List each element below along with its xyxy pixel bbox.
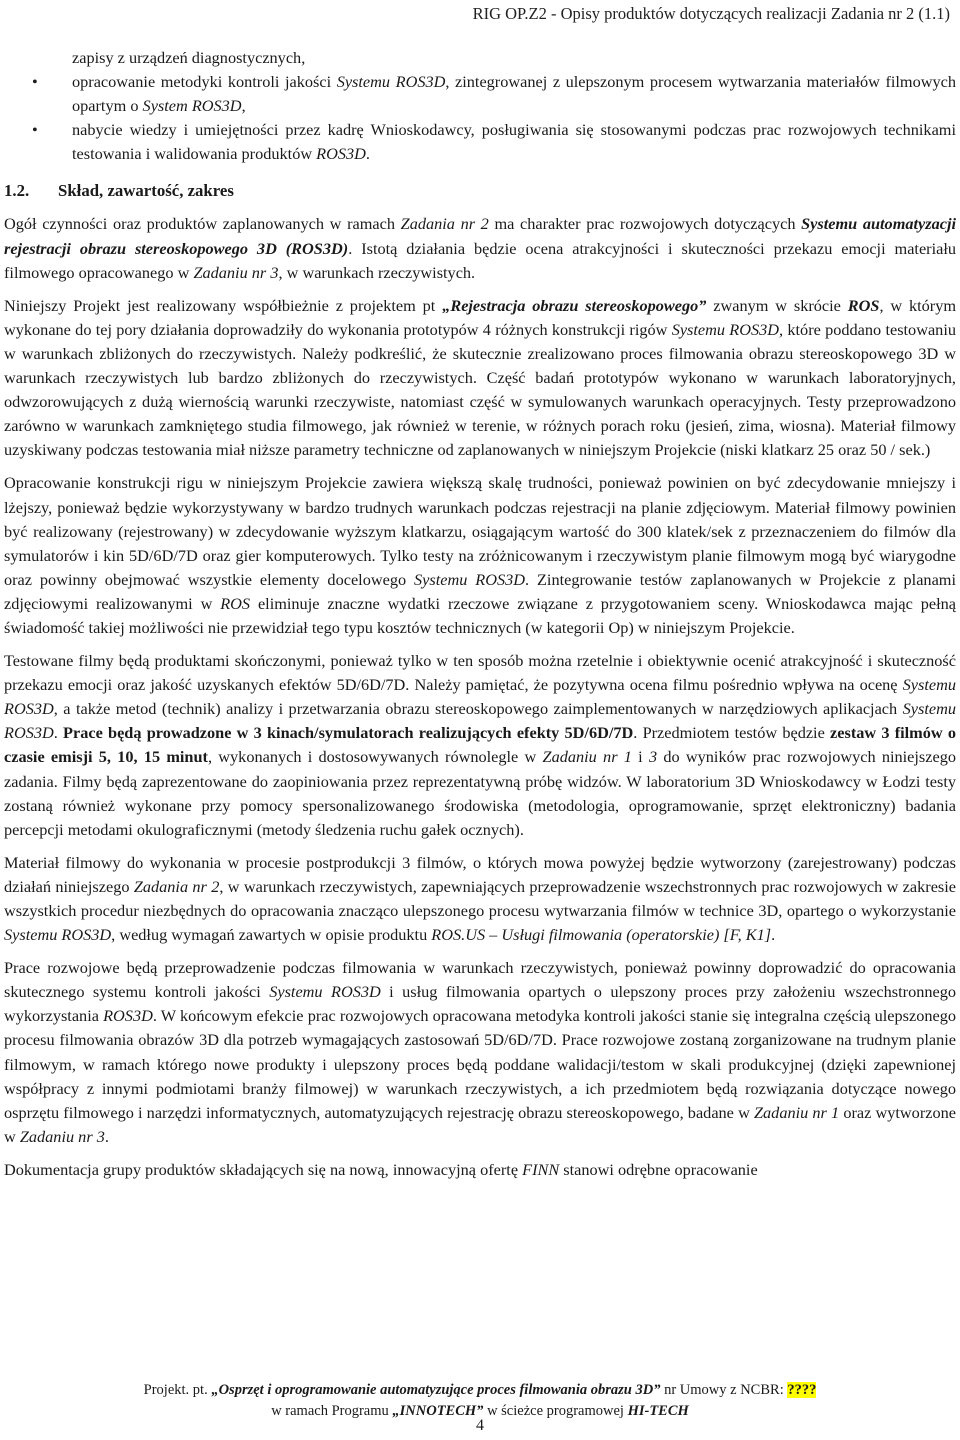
text-run: . Przedmiotem testów będzie <box>633 723 831 743</box>
text-run: Dokumentacja grupy produktów składających się na nową, innowacyjną ofertę <box>4 1159 523 1179</box>
text-run: które poddano testowaniu w warunkach zbliżonych do rzeczywistych. Należy podkreślić, że skutecznie zrealizowano proces filmowania obrazu stereoskopowego 3D w warunkach rzeczywistych lub bardzo zbliżonych do rzeczywistych. Część badań prototypów wykonano w warunkach laboratoryjnych, odwzorowujących z dużą wiernością warunki rzeczywiste, natomiast część w symulowanych warunkach operacyjnych. Testy przeprowadzono zarówno w warunkach zamkniętego studia filmowego, jak również w terenie, w różnych porach roku (jesień, zima, wiosna). Materiał filmowy uzyskiwany podczas testowania miał niższe parametry techniczne od zaplanowanych w niniejszym Projekcie (niski klatkarz 25 oraz 50 / sek.) <box>4 319 956 460</box>
text-run: HI-TECH <box>627 1403 689 1419</box>
paragraph <box>4 649 956 842</box>
text-run: ROS3D <box>316 144 366 164</box>
section-number: 1.2. <box>4 181 30 201</box>
text-run: . <box>365 144 370 164</box>
text-run: Systemu automatyzacji rejestracji obrazu stereoskopowego 3D (ROS3D) <box>4 214 957 258</box>
text-run: Ogół czynności oraz produktów zaplanowanych w ramach <box>4 214 401 234</box>
text-run: zwanym w skrócie <box>706 295 848 315</box>
bullet-list <box>4 70 956 166</box>
text-run: , w warunkach rzeczywistych. <box>278 262 476 282</box>
text-run: Systemu ROS3D <box>4 675 956 719</box>
text-run: Systemu ROS3D, <box>671 319 784 339</box>
bullet-item <box>4 118 956 166</box>
text-run: nr Umowy z NCBR: <box>660 1382 788 1398</box>
text-run: eliminuje znaczne wydatki rzeczowe związane z przygotowaniem sceny. Wnioskodawca mając pełną świadomość takiej możliwości nie przewidział tego typu kosztów technicznych (w kategorii Op) w niniejszym Projekcie. <box>4 593 956 637</box>
text-run: ROS <box>847 295 880 315</box>
text-run: Opracowanie konstrukcji rigu w niniejszym Projekcie zawiera większą skalę trudności, ponieważ powinien on być zdecydowanie mniejszy i lżejszy, ponieważ będzie wykorzystywany w bardzo trudnych warunkach podczas rejestracji na planie zdjęciowym. Materiał filmowy powinien być realizowany (rejestrowany) w zdecydowanie wyższym klatkarzu, osiągającym wartość do 300 klatek/sek z przeznaczeniem do filmów dla symulatorów i kin 5D/6D/7D oraz gier komputerowych. Tylko testy na zróżnicowanym i rzeczywistym planie filmowym mogą być wiarygodne oraz powinny obejmować wszystkie elementy docelowego <box>4 473 956 589</box>
paragraph <box>4 471 956 640</box>
text-run: Niniejszy Projekt jest realizowany współbieżnie z projektem pt <box>4 295 443 315</box>
text-run: Systemu ROS3D <box>4 699 956 743</box>
bullet-item <box>4 70 956 118</box>
paragraph <box>4 851 956 947</box>
page-number: 4 <box>476 1417 484 1434</box>
text-run: Systemu ROS3D <box>4 925 112 945</box>
intro-line: zapisy z urządzeń diagnostycznych, <box>72 48 306 67</box>
paragraph <box>4 1158 956 1182</box>
text-run: w ścieżce programowej <box>483 1403 628 1419</box>
paragraph <box>4 212 956 284</box>
text-run: ROS <box>220 593 251 613</box>
section-title: Skład, zawartość, zakres <box>58 181 234 201</box>
text-run: Prace rozwojowe będą przeprowadzenie podczas filmowania w warunkach rzeczywistych, ponieważ powinny doprowadzić do opracowania skutecznego systemu kontroli jakości <box>4 958 956 1002</box>
text-run: , <box>241 96 246 116</box>
text-run: zestaw 3 filmów o czasie emisji 5, 10, 15 minut <box>4 723 957 767</box>
paragraphs <box>4 212 956 1182</box>
text-run: w ramach Programu <box>271 1403 393 1419</box>
text-run: . W końcowym efekcie prac rozwojowych opracowana metodyka kontroli jakości stanie się integralna częścią ulepszonego procesu filmowania obrazów 3D dla potrzeb wymagających zastosowań 5D/6D/7D. Prace rozwojowe zostaną zorganizowane na trudnym planie filmowym, w ramach którego nowe produkty i ulepszony proces będą poddane walidacji/testom w skali produkcyjnej (dzięki zapewnionej współpracy z innymi podmiotami branży filmowej) w warunkach rzeczywistych, a ich przedmiotem będą rozwiązania dotyczące nowego osprzętu filmowego i narzędzi informatycznych, automatyzujących rejestrację obrazu stereoskopowego, badane w <box>4 1006 957 1122</box>
text-run: Zadaniu nr 1 <box>542 747 632 767</box>
text-run: „Rejestracja obrazu stereoskopowego” <box>442 295 707 315</box>
text-run: , w którym wykonane do tej pory działania doprowadziły do wykonania prototypów 4 różnych konstrukcji rigów <box>4 295 957 339</box>
text-run: , według wymagań zawartych w opisie produktu <box>111 925 432 945</box>
text-run: Zadaniu nr 3 <box>193 262 279 282</box>
text-run: stanowi odrębne opracowanie <box>559 1159 758 1179</box>
text-run: , a także metod (technik) analizy i przetwarzania obrazu stereoskopowego zaimplementowanych w narzędziowych aplikacjach <box>53 699 903 719</box>
text-run: Zadaniu nr 1 <box>753 1102 840 1122</box>
text-run: ROS3D <box>103 1006 153 1026</box>
page-footer <box>0 1380 960 1422</box>
text-run: ???? <box>787 1382 817 1398</box>
text-run: . <box>104 1126 109 1146</box>
text-run: Prace będą prowadzone w 3 kinach/symulatorach realizujących efekty 5D/6D/7D <box>63 723 634 743</box>
intro-lines <box>4 46 956 70</box>
text-run: , wykonanych i dostosowywanych równolegle w <box>207 747 543 767</box>
text-run: 3 <box>648 747 658 767</box>
text-run: i usług filmowania opartych o ulepszony proces przy założeniu wszechstronnego wykorzystania <box>4 982 956 1026</box>
text-run: ma charakter prac rozwojowych dotyczących <box>488 214 802 234</box>
text-run: „Osprzęt i oprogramowanie automatyzujące proces filmowania obrazu 3D” <box>211 1382 661 1398</box>
text-run: Systemu ROS3D <box>414 569 525 589</box>
text-run: Zadania nr 2 <box>400 214 489 234</box>
section-heading <box>4 179 956 203</box>
text-run: oraz wytworzone w <box>4 1102 956 1146</box>
text-run: . <box>53 723 64 743</box>
text-run: opracowanie metodyki kontroli jakości <box>72 72 337 92</box>
text-run: , w warunkach rzeczywistych, zapewniających przeprowadzenie wszechstronnych prac rozwojowych w zakresie wszystkich procedur niezbędnych do opracowania znacząco ulepszonego procesu wytwarzania filmów w technice 3D, opartego o wykorzystanie <box>4 876 957 920</box>
document-body <box>4 46 956 1182</box>
text-run: Zadaniu nr 3 <box>19 1126 105 1146</box>
text-run: Systemu ROS3D <box>269 982 381 1002</box>
text-run: , zintegrowanej z ulepszonym procesem wytwarzania materiałów filmowych opartym o <box>72 72 956 116</box>
text-run: ROS.US – Usługi filmowania (operatorskie) [F, K1] <box>431 925 772 945</box>
text-run: . Zintegrowanie testów zaplanowanych w Projekcie z planami zdjęciowymi realizowanymi w <box>4 569 956 613</box>
text-run: „INNOTECH” <box>392 1403 484 1419</box>
text-run: FINN <box>522 1159 560 1179</box>
text-run: do wyników prac rozwojowych niniejszego zadania. Filmy będą zaprezentowane do zaopiniowania przez reprezentatywną próbę widzów. W laboratorium 3D Wnioskodawcy w Łodzi testy zostaną również wykonane przy pomocy spersonalizowanego środowiska (metodologia, oprogramowanie, sprzęt elektroniczny) badania percepcji metodami okulograficznymi (metody śledzenia ruchu gałek ocznych). <box>4 747 957 839</box>
text-run: Projekt. pt. <box>143 1382 212 1398</box>
paragraph <box>4 294 956 463</box>
running-header: RIG OP.Z2 - Opisy produktów dotyczących realizacji Zadania nr 2 (1.1) <box>472 4 950 23</box>
text-run: . Istotą działania będzie ocena atrakcyjności i skuteczności przekazu emocji materiału filmowego opracowanego w <box>4 238 957 282</box>
text-run: Systemu ROS3D <box>336 72 446 92</box>
text-run: Zadania nr 2 <box>133 876 220 896</box>
text-run: System ROS3D <box>142 96 242 116</box>
text-run: nabycie wiedzy i umiejętności przez kadrę Wnioskodawcy, posługiwania się stosowanymi podczas prac rozwojowych technikami testowania i walidowania produktów <box>72 120 956 164</box>
footer-line-1 <box>0 1380 960 1401</box>
text-run: Testowane filmy będą produktami skończonymi, ponieważ tylko w ten sposób można rzetelnie i obiektywnie ocenić atrakcyjność i skuteczność przekazu emocji oraz jakość uzyskanych efektów 5D/6D/7D. Należy pamiętać, że pozytywna ocena filmu pośrednio wpływa na ocenę <box>4 651 956 695</box>
paragraph <box>4 956 956 1149</box>
text-run: . <box>771 925 776 945</box>
text-run: Materiał filmowy do wykonania w procesie postprodukcji 3 filmów, o których mowa powyżej będzie wytworzony (zarejestrowany) podczas działań niniejszego <box>4 852 956 896</box>
text-run: i <box>631 747 649 767</box>
